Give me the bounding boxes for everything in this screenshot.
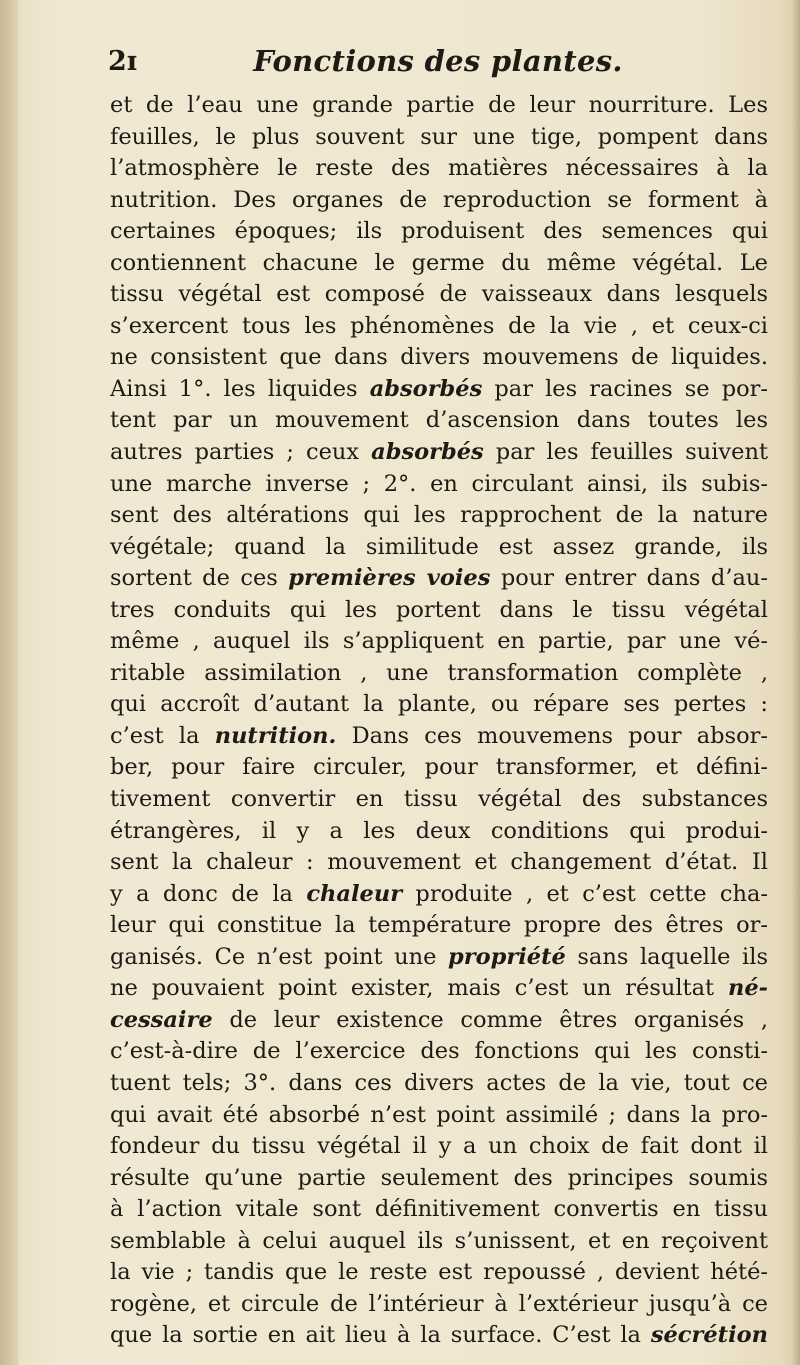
text-line (110, 532, 768, 564)
text-line (110, 1163, 768, 1195)
text-run: végétale; quand la similitude est assez grande, ils (110, 533, 768, 560)
text-run: produite , et c’est cette cha- (402, 880, 768, 907)
text-line (110, 405, 768, 437)
running-title: Fonctions des plantes. (253, 44, 623, 78)
text-line (110, 279, 768, 311)
text-run: par les feuilles suivent (483, 439, 768, 466)
text-run: semblable à celui auquel ils s’unissent, et en reçoivent (110, 1227, 768, 1254)
text-line (110, 1226, 768, 1258)
text-run: c’est la (110, 722, 215, 749)
text-line (110, 1289, 768, 1321)
text-line (110, 942, 768, 974)
text-line (110, 342, 768, 374)
text-line (110, 311, 768, 343)
text-run: pour entrer dans d’au- (490, 565, 768, 592)
text-run: contiennent chacune le germe du même végétal. Le (110, 249, 768, 276)
text-run: que la sortie en ait lieu à la surface. C’est la (110, 1322, 651, 1349)
text-run: une marche inverse ; 2°. en circulant ainsi, ils subis- (110, 470, 768, 497)
text-line (110, 469, 768, 501)
text-line (110, 973, 768, 1005)
text-run: sent des altérations qui les rapprochent de la nature (110, 502, 768, 529)
text-run: la vie ; tandis que le reste est repoussé , devient hété- (110, 1259, 768, 1286)
text-run: à l’action vitale sont définitivement convertis en tissu (110, 1196, 768, 1223)
text-run: feuilles, le plus souvent sur une tige, pompent dans (110, 123, 768, 150)
text-line (110, 248, 768, 280)
text-line (110, 153, 768, 185)
italic-term: propriété (448, 943, 566, 970)
text-run: sortent de ces (110, 565, 289, 592)
italic-term: nutrition. (214, 722, 337, 749)
text-run: sans laquelle ils (565, 943, 768, 970)
text-run: et de l’eau une grande partie de leur nourriture. Les (110, 92, 768, 118)
text-line (110, 784, 768, 816)
text-run: tuent tels; 3°. dans ces divers actes de la vie, tout ce (110, 1069, 768, 1096)
text-line (110, 626, 768, 658)
text-line (110, 910, 768, 942)
text-line (110, 1131, 768, 1163)
text-run: de leur existence comme êtres organisés , (212, 1006, 768, 1033)
text-run: résulte qu’une partie seulement des principes soumis (110, 1164, 768, 1191)
text-line (110, 374, 768, 406)
italic-term: absorbés (371, 439, 484, 466)
text-line (110, 1257, 768, 1289)
text-run: ne pouvaient point exister, mais c’est un résultat (110, 975, 728, 1002)
text-run: ne consistent que dans divers mouvemens de liquides. (110, 344, 768, 371)
text-line (110, 847, 768, 879)
italic-term: sécrétion (650, 1322, 768, 1349)
text-line (110, 1068, 768, 1100)
text-run: y a donc de la (110, 880, 307, 907)
text-line (110, 1005, 768, 1037)
text-run: tres conduits qui les portent dans le tissu végétal (110, 596, 768, 623)
body-text (110, 90, 768, 1352)
text-run: sent la chaleur : mouvement et changement d’état. Il (110, 849, 768, 876)
text-line (110, 1194, 768, 1226)
page-edge (792, 0, 800, 1365)
text-line (110, 437, 768, 469)
text-run: rogène, et circule de l’intérieur à l’extérieur jusqu’à ce (110, 1290, 768, 1317)
text-line (110, 216, 768, 248)
page-gutter-shadow (0, 0, 18, 1365)
text-run: autres parties ; ceux (110, 439, 372, 466)
italic-term: chaleur (306, 880, 403, 907)
text-run: Dans ces mouvemens pour absor- (336, 722, 768, 749)
text-run: tent par un mouvement d’ascension dans toutes les (110, 407, 768, 434)
text-run: ber, pour faire circuler, pour transformer, et défini- (110, 754, 768, 781)
text-line (110, 1036, 768, 1068)
page-number: 2ɪ (108, 46, 138, 77)
text-run: qui accroît d’autant la plante, ou répare ses pertes : (110, 691, 768, 718)
text-run: qui avait été absorbé n’est point assimilé ; dans la pro- (110, 1101, 768, 1128)
text-run: ritable assimilation , une transformation complète , (110, 659, 768, 686)
text-run: c’est-à-dire de l’exercice des fonctions qui les consti- (110, 1038, 768, 1065)
text-line (110, 185, 768, 217)
text-run: nutrition. Des organes de reproduction se forment à (110, 186, 768, 213)
text-line (110, 90, 768, 122)
text-line (110, 1100, 768, 1132)
text-line (110, 563, 768, 595)
text-run: s’exercent tous les phénomènes de la vie , et ceux-ci (110, 312, 768, 339)
page-header (108, 44, 768, 84)
text-line (110, 816, 768, 848)
italic-term: né- (727, 975, 768, 1002)
text-run: Ainsi 1°. les liquides (110, 375, 370, 402)
text-line (110, 1320, 768, 1352)
text-run: par les racines se por- (482, 375, 768, 402)
text-run: tissu végétal est composé de vaisseaux dans lesquels (110, 281, 768, 308)
italic-term: premières voies (288, 565, 491, 592)
text-run: même , auquel ils s’appliquent en partie, par une vé- (110, 628, 768, 655)
text-line (110, 595, 768, 627)
text-line (110, 658, 768, 690)
text-run: leur qui constitue la température propre des êtres or- (110, 912, 768, 939)
italic-term: cessaire (110, 1006, 213, 1033)
text-line (110, 122, 768, 154)
text-run: fondeur du tissu végétal il y a un choix de fait dont il (110, 1133, 768, 1160)
text-run: tivement convertir en tissu végétal des substances (110, 786, 768, 813)
text-run: étrangères, il y a les deux conditions qui produi- (110, 817, 768, 844)
text-run: certaines époques; ils produisent des semences qui (110, 218, 768, 245)
text-run: ganisés. Ce n’est point une (110, 943, 449, 970)
text-line (110, 500, 768, 532)
italic-term: absorbés (369, 375, 483, 402)
text-line (110, 752, 768, 784)
text-line (110, 689, 768, 721)
text-line (110, 879, 768, 911)
text-line (110, 721, 768, 753)
text-run: l’atmosphère le reste des matières nécessaires à la (110, 155, 768, 182)
